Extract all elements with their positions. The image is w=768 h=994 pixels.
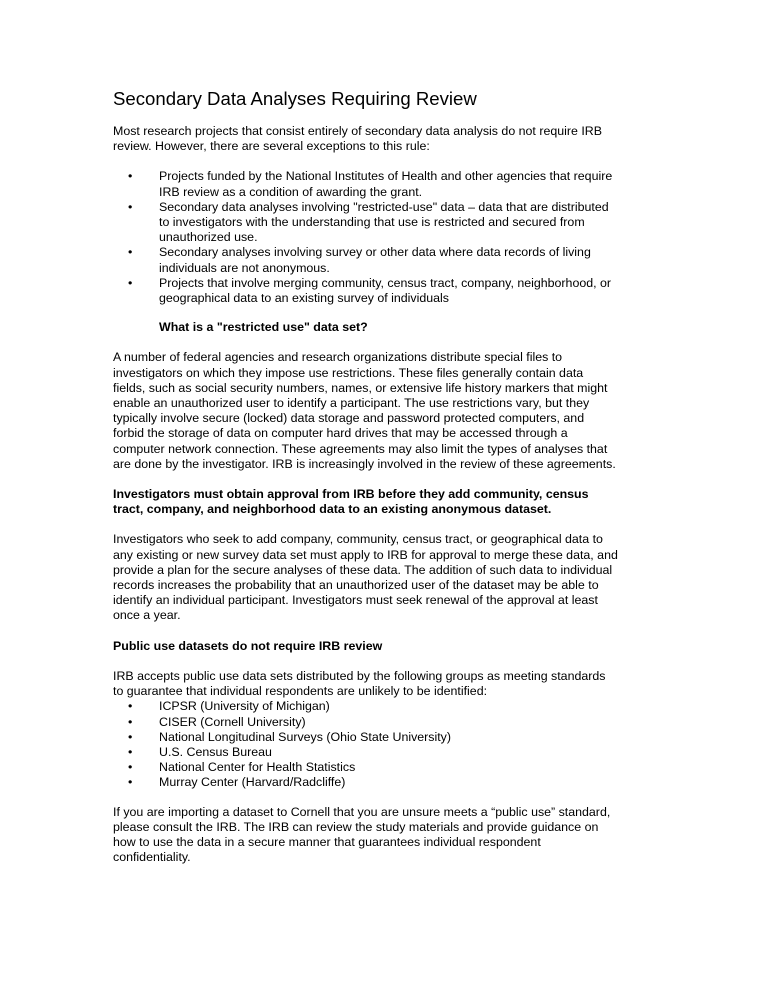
list-item	[128, 744, 618, 760]
list-item	[128, 760, 618, 775]
list-item	[128, 245, 618, 275]
bullet-icon: •	[128, 729, 133, 744]
list-item-text: Secondary data analyses involving "restricted-use" data – data that are distributed to investigators with the understanding that use is restricted and secured from unauthorized use.	[159, 199, 609, 245]
bullet-icon: •	[128, 699, 133, 714]
bullet-icon: •	[128, 169, 133, 184]
restricted-use-paragraph: A number of federal agencies and research organizations distribute special files to investigators on which they impose use restrictions. These files generally contain data fields, such as social security numbers, names, or extensive life history markers that might enable an unauthorized user to identify a participant. The use restrictions vary, but they typically involve secure (locked) data storage and password protected computers, and forbid the storage of data on computer hard drives that may be accessed through a computer network connection. These agreements may also limit the types of analyses that are done by the investigator. IRB is increasingly involved in the review of these agreements.	[113, 350, 616, 471]
list-item-text: Secondary analyses involving survey or other data where data records of living individuals are not anonymous.	[159, 245, 591, 275]
public-use-paragraph: IRB accepts public use data sets distributed by the following groups as meeting standards to guarantee that individual respondents are unlikely to be identified:	[113, 668, 606, 699]
bullet-icon: •	[128, 760, 133, 775]
intro-paragraph: Most research projects that consist entirely of secondary data analysis do not require IRB review. However, there are several exceptions to this rule:	[113, 124, 602, 154]
list-item	[128, 699, 618, 714]
list-item	[128, 275, 618, 306]
list-item-text: Projects that involve merging community, census tract, company, neighborhood, or geographical data to an existing survey of individuals	[159, 275, 612, 306]
exceptions-list	[113, 169, 618, 306]
list-item-text: ICPSR (University of Michigan)	[159, 699, 330, 714]
public-use-heading: Public use datasets do not require IRB review	[113, 638, 383, 653]
restricted-use-heading: What is a "restricted use" data set?	[159, 320, 368, 335]
list-item-text: National Longitudinal Surveys (Ohio State University)	[159, 729, 452, 744]
list-item-text: National Center for Health Statistics	[159, 760, 356, 775]
bullet-icon: •	[128, 775, 133, 790]
list-item-text: Murray Center (Harvard/Radcliffe)	[159, 775, 346, 790]
list-item	[128, 714, 618, 730]
list-item	[128, 729, 618, 745]
bullet-icon: •	[128, 199, 133, 214]
list-item	[128, 199, 618, 246]
list-item-text: U.S. Census Bureau	[159, 744, 272, 759]
page-title: Secondary Data Analyses Requiring Review	[113, 88, 477, 109]
list-item-text: Projects funded by the National Institutes of Health and other agencies that require IRB review as a condition of awarding the grant.	[159, 169, 613, 199]
bullet-icon: •	[128, 275, 133, 290]
list-item	[128, 169, 618, 199]
bullet-icon: •	[128, 714, 133, 729]
list-item	[128, 775, 618, 790]
bullet-icon: •	[128, 744, 133, 759]
closing-paragraph: If you are importing a dataset to Cornell that you are unsure meets a “public use” standard, please consult the IRB. The IRB can review the study materials and provide guidance on how to use the data in a secure manner that guarantees individual respondent confidentiality.	[113, 804, 611, 865]
approval-paragraph: Investigators who seek to add company, community, census tract, or geographical data to any existing or new survey data set must apply to IRB for approval to merge these data, and provide a plan for the secure analyses of these data. The addition of such data to individual records increases the probability that an unauthorized user of the dataset may be able to identify an individual participant. Investigators must seek renewal of the approval at least once a year.	[113, 532, 618, 623]
public-sources-list	[113, 699, 618, 790]
bullet-icon: •	[128, 245, 133, 260]
list-item-text: CISER (Cornell University)	[159, 714, 306, 729]
approval-heading: Investigators must obtain approval from IRB before they add community, census tract, company, and neighborhood data to an existing anonymous dataset.	[113, 487, 589, 517]
